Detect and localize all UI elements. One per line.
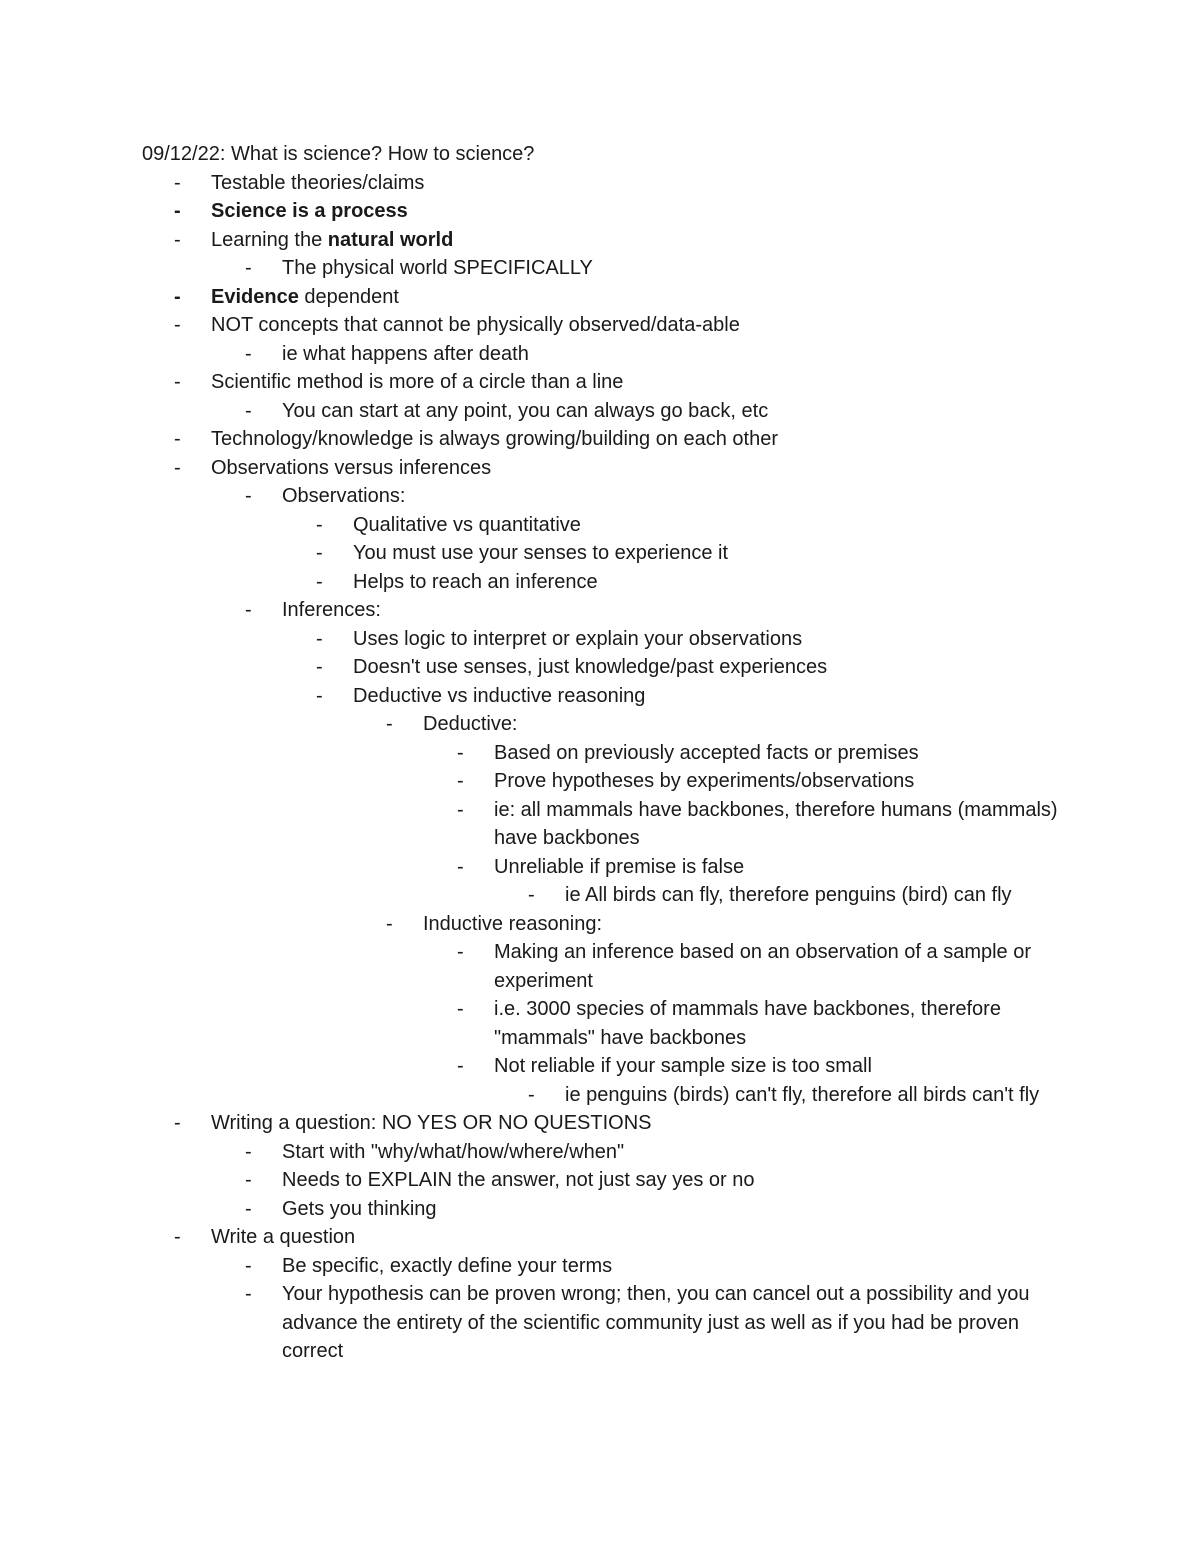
list-item-text: Doesn't use senses, just knowledge/past experiences — [353, 656, 828, 678]
bullet-dash: - — [174, 171, 181, 194]
bullet-dash: - — [245, 1197, 252, 1220]
list-item — [245, 596, 1060, 625]
list-item-text: Based on previously accepted facts or premises — [494, 741, 919, 764]
bullet-dash: - — [245, 1140, 252, 1163]
list-item-text: Gets you thinking — [282, 1197, 437, 1220]
bullet-dash: - — [528, 1083, 535, 1106]
list-item-text: Observations: — [282, 485, 406, 507]
bullet-dash: - — [316, 684, 323, 707]
bullet-dash: - — [245, 1254, 252, 1277]
bullet-dash: - — [174, 1226, 181, 1248]
bullet-dash: - — [174, 314, 181, 336]
list-item-text: You must use your senses to experience it — [353, 542, 729, 564]
list-item — [245, 340, 1060, 369]
bullet-dash: - — [245, 1169, 252, 1191]
list-item-text: Needs to EXPLAIN the answer, not just say yes or no — [282, 1169, 755, 1191]
list-item — [457, 1052, 1060, 1081]
list-item — [316, 625, 1060, 654]
list-item-text: You can start at any point, you can always go back, etc — [282, 399, 769, 422]
list-item — [174, 311, 1060, 340]
bullet-dash: - — [174, 371, 181, 393]
list-item-text: ie penguins (birds) can't fly, therefore all birds can't fly — [565, 1083, 1040, 1106]
bullet-dash: - — [457, 770, 464, 792]
list-item-text: ie what happens after death — [282, 342, 529, 365]
bullet-dash: - — [457, 1055, 464, 1077]
bullet-dash: - — [386, 713, 393, 735]
list-item — [316, 682, 1060, 711]
list-item — [528, 881, 1060, 910]
bullet-dash: - — [457, 941, 464, 963]
list-item-text: Science is a process — [211, 200, 408, 222]
list-item-text: Be specific, exactly define your terms — [282, 1254, 613, 1277]
bullet-dash: - — [174, 1112, 181, 1134]
page-title: 09/12/22: What is science? How to science? — [142, 143, 535, 165]
bullet-dash: - — [174, 228, 181, 251]
list-item-text: ie All birds can fly, therefore penguins (bird) can fly — [565, 884, 1012, 906]
list-item-text: Not reliable if your sample size is too small — [494, 1055, 872, 1077]
list-item — [174, 425, 1060, 454]
list-item-text: Deductive vs inductive reasoning — [353, 684, 646, 707]
list-item — [174, 454, 1060, 483]
bullet-dash: - — [174, 200, 181, 222]
list-item-text: NOT concepts that cannot be physically observed/data-able — [211, 314, 740, 336]
list-item — [174, 1223, 1060, 1252]
list-item — [457, 796, 1060, 853]
list-item-text: Evidence — [211, 285, 299, 308]
list-item-text: Scientific method is more of a circle than a line — [211, 371, 624, 393]
list-item-text: Testable theories/claims — [211, 171, 425, 194]
bullet-dash: - — [174, 456, 181, 479]
list-item — [245, 254, 1060, 283]
list-item — [174, 368, 1060, 397]
list-item — [457, 995, 1060, 1052]
bullet-dash: - — [316, 627, 323, 650]
list-item-text: The physical world SPECIFICALLY — [282, 257, 593, 279]
list-item-text: Learning the — [211, 228, 328, 251]
list-item — [457, 767, 1060, 796]
list-item-text: Start with "why/what/how/where/when" — [282, 1140, 625, 1163]
list-item-text: Inductive reasoning: — [423, 912, 603, 935]
list-item-text: ie: all mammals have backbones, therefore humans (mammals) have backbones — [494, 798, 1058, 849]
list-item — [386, 910, 1060, 939]
list-item-text: Prove hypotheses by experiments/observations — [494, 770, 915, 792]
list-item — [245, 1166, 1060, 1195]
list-item — [316, 511, 1060, 540]
list-item — [528, 1081, 1060, 1110]
bullet-dash: - — [245, 399, 252, 422]
bullet-dash: - — [245, 257, 252, 279]
list-item-text: Helps to reach an inference — [353, 570, 598, 593]
bullet-dash: - — [457, 998, 464, 1020]
list-item-text: Inferences: — [282, 599, 381, 621]
list-item-text: dependent — [298, 285, 399, 308]
list-item — [457, 853, 1060, 882]
bullet-dash: - — [245, 342, 252, 365]
list-item-text: Observations versus inferences — [211, 456, 492, 479]
bullet-dash: - — [457, 741, 464, 764]
list-item-text: Your hypothesis can be proven wrong; then, you can cancel out a possibility and you advance the entirety of the scientific community just as well as if you had be proven correct — [282, 1283, 1030, 1362]
list-item — [245, 397, 1060, 426]
bullet-dash: - — [316, 542, 323, 564]
list-item-text: Writing a question: NO YES OR NO QUESTIONS — [211, 1112, 652, 1134]
list-item-text: Unreliable if premise is false — [494, 855, 745, 878]
bullet-dash: - — [316, 656, 323, 678]
bullet-dash: - — [457, 855, 464, 878]
list-item — [174, 197, 1060, 226]
list-item-text: Uses logic to interpret or explain your observations — [353, 627, 803, 650]
bullet-dash: - — [174, 428, 181, 450]
list-item-text: Qualitative vs quantitative — [353, 513, 581, 536]
bullet-dash: - — [316, 570, 323, 593]
list-item — [245, 1195, 1060, 1224]
bullet-dash: - — [528, 884, 535, 906]
list-item — [174, 283, 1060, 312]
list-item — [245, 1252, 1060, 1281]
list-item — [245, 1280, 1060, 1366]
list-item-text: Deductive: — [423, 713, 518, 735]
list-item — [245, 482, 1060, 511]
list-item — [316, 568, 1060, 597]
list-item — [174, 169, 1060, 198]
list-item-text: Write a question — [211, 1226, 356, 1248]
bullet-dash: - — [245, 485, 252, 507]
list-item — [316, 653, 1060, 682]
list-item — [174, 226, 1060, 255]
list-item — [174, 1109, 1060, 1138]
bullet-dash: - — [245, 599, 252, 621]
list-item — [386, 710, 1060, 739]
list-item-text: i.e. 3000 species of mammals have backbones, therefore "mammals" have backbones — [494, 998, 1001, 1049]
list-item — [457, 938, 1060, 995]
list-item-text: Making an inference based on an observation of a sample or experiment — [494, 941, 1032, 992]
bullet-dash: - — [457, 798, 464, 821]
list-item — [316, 539, 1060, 568]
list-item-text: Technology/knowledge is always growing/building on each other — [211, 428, 779, 450]
bullet-dash: - — [174, 285, 181, 308]
list-item — [245, 1138, 1060, 1167]
bullet-dash: - — [245, 1283, 252, 1305]
bullet-dash: - — [316, 513, 323, 536]
list-item — [457, 739, 1060, 768]
bullet-dash: - — [386, 912, 393, 935]
list-item-text: natural world — [327, 228, 454, 251]
